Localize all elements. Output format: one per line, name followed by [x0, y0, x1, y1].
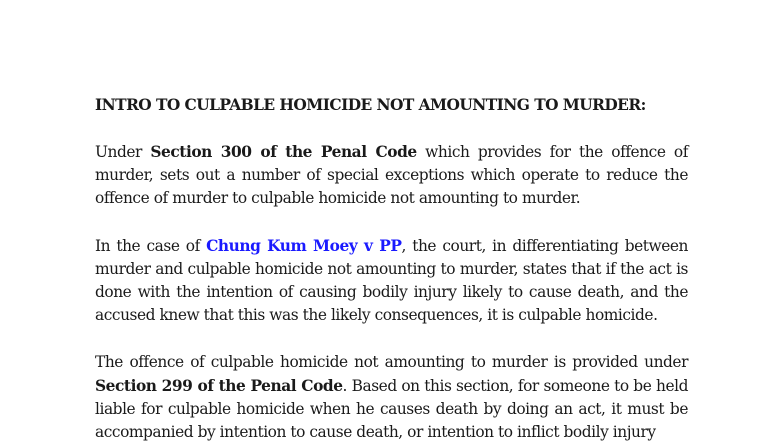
document-page [95, 94, 688, 444]
paragraph-text: which provides for the offence of murder, sets out a number of special exceptions which operate to reduce the offence of murder to culpable homicide not amounting to murder. [95, 143, 688, 208]
statute-reference-section-299: Section 299 of the Penal Code [95, 376, 343, 395]
paragraph-section-300 [95, 141, 688, 211]
paragraph-text: The offence of culpable homicide not amounting to murder is provided under [95, 353, 688, 372]
paragraph-text: , the court, in differentiating between murder and culpable homicide not amounting to murder, states that if the act is done with the intention of causing bodily injury likely to cause death, and the accused knew that this was the likely consequences, it is culpable homicide. [95, 236, 688, 325]
paragraph-text: . Based on this section, for someone to be held liable for culpable homicide when he causes death by doing an act, it must be accompanied by intention to cause death, or intention to inflict bodily injury [95, 376, 688, 442]
paragraph-text: In the case of [95, 236, 207, 255]
paragraph-section-299 [95, 351, 688, 444]
statute-reference-section-300: Section 300 of the Penal Code [150, 143, 417, 161]
document-heading: INTRO TO CULPABLE HOMICIDE NOT AMOUNTING TO MURDER: [95, 96, 646, 114]
paragraph-case-law [95, 235, 688, 328]
paragraph-text: Under [95, 143, 151, 161]
case-link-chung-kum-moey[interactable]: Chung Kum Moey v PP [206, 236, 402, 255]
